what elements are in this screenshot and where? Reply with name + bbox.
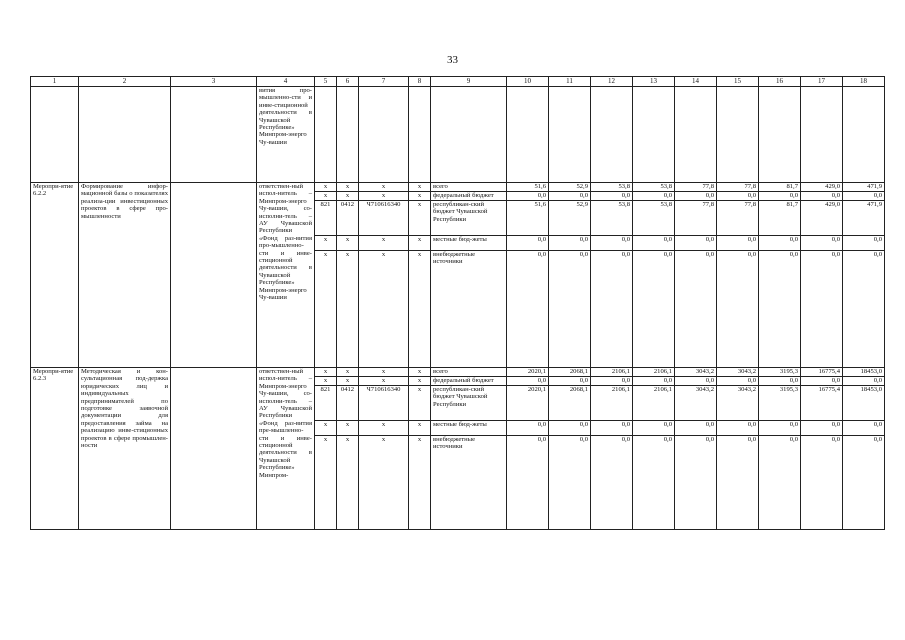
funding-source: всего: [431, 368, 507, 377]
value-cell: 0,0: [717, 251, 759, 368]
value-cell: 53,8: [591, 201, 633, 236]
gov-code-cell: х: [315, 368, 337, 377]
value-cell: 0,0: [591, 236, 633, 251]
value-cell: 0,0: [675, 236, 717, 251]
value-cell: 0,0: [717, 436, 759, 530]
value-cell: 0,0: [843, 377, 885, 386]
value-cell: 0,0: [843, 192, 885, 201]
value-cell: 0,0: [507, 236, 549, 251]
value-cell: 0,0: [717, 236, 759, 251]
measure-code: Меропри-ятие 6.2.3: [31, 368, 79, 530]
gov-code-cell: х: [315, 421, 337, 436]
expense-type-cell: х: [409, 386, 431, 421]
value-cell: 429,0: [801, 201, 843, 236]
executor-continuation: вития про-мышленно-сти и инве-стиционной деятельности в Чувашской Республике» Минпром-энерго Чу-вашии: [257, 87, 315, 183]
column-number-row: [31, 77, 885, 87]
funding-source: внебюджетные источники: [431, 436, 507, 530]
value-cell: 81,7: [759, 201, 801, 236]
value-cell: 0,0: [507, 421, 549, 436]
value-cell: 51,6: [507, 201, 549, 236]
column-number: 11: [549, 77, 591, 87]
gov-code-cell: 821: [315, 386, 337, 421]
funding-source: местные бюд-жеты: [431, 236, 507, 251]
value-cell: 3043,2: [675, 386, 717, 421]
value-cell: 0,0: [549, 421, 591, 436]
column-number: 2: [79, 77, 171, 87]
value-cell: 2106,1: [633, 386, 675, 421]
column-number: 18: [843, 77, 885, 87]
column-number: 13: [633, 77, 675, 87]
section-code-cell: х: [337, 236, 359, 251]
value-cell: 2106,1: [591, 386, 633, 421]
value-cell: 0,0: [633, 436, 675, 530]
expense-type-cell: х: [409, 421, 431, 436]
value-cell: 2020,1: [507, 368, 549, 377]
value-cell: 77,8: [717, 183, 759, 192]
column-number: 6: [337, 77, 359, 87]
value-cell: 18453,0: [843, 368, 885, 377]
value-cell: 0,0: [507, 436, 549, 530]
value-cell: 2068,1: [549, 368, 591, 377]
value-cell: 0,0: [675, 192, 717, 201]
value-cell: 0,0: [843, 436, 885, 530]
column-number: 7: [359, 77, 409, 87]
section-code-cell: х: [337, 368, 359, 377]
funding-source: федеральный бюджет: [431, 192, 507, 201]
target-article-cell: х: [359, 183, 409, 192]
column-number: 4: [257, 77, 315, 87]
value-cell: 0,0: [801, 421, 843, 436]
funding-source: федеральный бюджет: [431, 377, 507, 386]
expense-type-cell: х: [409, 368, 431, 377]
gov-code-cell: х: [315, 436, 337, 530]
value-cell: 3043,2: [675, 368, 717, 377]
funding-source: республикан-ский бюджет Чувашской Республики: [431, 386, 507, 421]
continuation-row: [31, 87, 885, 183]
expense-type-cell: х: [409, 183, 431, 192]
value-cell: 0,0: [549, 377, 591, 386]
measure-name: Методическая и кон-сультационная под-держка юридических лиц и индивидуальных предпринимателей по подготовке заявочной документации для предоставления займа на реализацию инве-стиционных проектов в сфере промышлен-ности: [79, 368, 171, 530]
expense-type-cell: х: [409, 377, 431, 386]
value-cell: 16775,4: [801, 368, 843, 377]
value-cell: 0,0: [675, 251, 717, 368]
value-cell: 0,0: [591, 377, 633, 386]
column-number: 15: [717, 77, 759, 87]
value-cell: 0,0: [717, 421, 759, 436]
column-number: 3: [171, 77, 257, 87]
gov-code-cell: х: [315, 183, 337, 192]
value-cell: 16775,4: [801, 386, 843, 421]
value-cell: 471,9: [843, 183, 885, 192]
value-cell: 0,0: [675, 377, 717, 386]
value-cell: 0,0: [843, 236, 885, 251]
value-cell: 0,0: [801, 377, 843, 386]
value-cell: 53,8: [633, 201, 675, 236]
value-cell: 81,7: [759, 183, 801, 192]
target-article-cell: Ч710616340: [359, 386, 409, 421]
value-cell: 0,0: [759, 251, 801, 368]
section-code-cell: х: [337, 421, 359, 436]
gov-code-cell: х: [315, 251, 337, 368]
value-cell: 0,0: [549, 436, 591, 530]
value-cell: 0,0: [675, 436, 717, 530]
target-article-cell: х: [359, 368, 409, 377]
value-cell: 18453,0: [843, 386, 885, 421]
value-cell: 0,0: [507, 192, 549, 201]
measure-code: Меропри-ятие 6.2.2: [31, 183, 79, 368]
value-cell: 0,0: [507, 377, 549, 386]
value-cell: 429,0: [801, 183, 843, 192]
gov-code-cell: х: [315, 377, 337, 386]
value-cell: 51,6: [507, 183, 549, 192]
value-cell: 0,0: [633, 377, 675, 386]
value-cell: 0,0: [759, 377, 801, 386]
value-cell: 77,8: [717, 201, 759, 236]
value-cell: 0,0: [759, 236, 801, 251]
value-cell: 3043,2: [717, 368, 759, 377]
expense-type-cell: х: [409, 251, 431, 368]
value-cell: 3195,3: [759, 368, 801, 377]
value-cell: 0,0: [549, 251, 591, 368]
value-cell: 0,0: [717, 192, 759, 201]
value-cell: 0,0: [591, 192, 633, 201]
target-article-cell: Ч710616340: [359, 201, 409, 236]
column-number: 1: [31, 77, 79, 87]
value-cell: 0,0: [843, 421, 885, 436]
target-article-cell: х: [359, 236, 409, 251]
column-number: 14: [675, 77, 717, 87]
target-article-cell: х: [359, 421, 409, 436]
table-row: [31, 183, 885, 192]
column-number: 17: [801, 77, 843, 87]
measure-executor: ответствен-ный испол-нитель – Минпром-энерго Чу-вашии, со-исполни-тель – АУ Чувашской Республики «Фонд раз-вития про-мышленно-сти и инве-стиционной деятельности в Чувашской Республике» Минпром-энерго Чу-вашии: [257, 183, 315, 368]
value-cell: 52,9: [549, 183, 591, 192]
value-cell: 3043,2: [717, 386, 759, 421]
expense-type-cell: х: [409, 192, 431, 201]
measure-executor: ответствен-ный испол-нитель – Минпром-энерго Чу-вашии, со-исполни-тель – АУ Чувашской Республики «Фонд раз-вития пре-мышленно-сти и инве-стиционной деятельности в Чувашской Республике» Минпром-: [257, 368, 315, 530]
section-code-cell: х: [337, 192, 359, 201]
value-cell: 52,9: [549, 201, 591, 236]
value-cell: 0,0: [801, 236, 843, 251]
funding-source: республикан-ский бюджет Чувашской Республики: [431, 201, 507, 236]
value-cell: 0,0: [759, 436, 801, 530]
value-cell: 53,8: [633, 183, 675, 192]
column-number: 16: [759, 77, 801, 87]
column-number: 8: [409, 77, 431, 87]
column-number: 10: [507, 77, 549, 87]
value-cell: 77,8: [675, 183, 717, 192]
value-cell: 471,9: [843, 201, 885, 236]
value-cell: 0,0: [549, 192, 591, 201]
budget-table: [30, 76, 885, 530]
section-code-cell: х: [337, 251, 359, 368]
value-cell: 2106,1: [633, 368, 675, 377]
value-cell: 0,0: [801, 436, 843, 530]
target-article-cell: х: [359, 192, 409, 201]
section-code-cell: х: [337, 377, 359, 386]
value-cell: 0,0: [675, 421, 717, 436]
funding-source: всего: [431, 183, 507, 192]
column-number: 9: [431, 77, 507, 87]
value-cell: 0,0: [591, 436, 633, 530]
target-article-cell: х: [359, 436, 409, 530]
expense-type-cell: х: [409, 236, 431, 251]
column-number: 12: [591, 77, 633, 87]
value-cell: 0,0: [633, 251, 675, 368]
table-row: [31, 368, 885, 377]
value-cell: 3195,3: [759, 386, 801, 421]
section-code-cell: 0412: [337, 201, 359, 236]
value-cell: 2020,1: [507, 386, 549, 421]
value-cell: 0,0: [801, 192, 843, 201]
section-code-cell: х: [337, 183, 359, 192]
value-cell: 2068,1: [549, 386, 591, 421]
value-cell: 0,0: [843, 251, 885, 368]
funding-source: внебюджетные источники: [431, 251, 507, 368]
value-cell: 0,0: [759, 192, 801, 201]
target-article-cell: х: [359, 251, 409, 368]
value-cell: 0,0: [591, 421, 633, 436]
section-code-cell: 0412: [337, 386, 359, 421]
gov-code-cell: х: [315, 236, 337, 251]
page-number: 33: [447, 54, 458, 66]
value-cell: 0,0: [633, 421, 675, 436]
value-cell: 0,0: [549, 236, 591, 251]
expense-type-cell: х: [409, 436, 431, 530]
section-code-cell: х: [337, 436, 359, 530]
gov-code-cell: х: [315, 192, 337, 201]
value-cell: 2106,1: [591, 368, 633, 377]
value-cell: 0,0: [801, 251, 843, 368]
gov-code-cell: 821: [315, 201, 337, 236]
value-cell: 53,8: [591, 183, 633, 192]
value-cell: 77,8: [675, 201, 717, 236]
value-cell: 0,0: [633, 236, 675, 251]
expense-type-cell: х: [409, 201, 431, 236]
value-cell: 0,0: [591, 251, 633, 368]
funding-source: местные бюд-жеты: [431, 421, 507, 436]
value-cell: 0,0: [507, 251, 549, 368]
value-cell: 0,0: [759, 421, 801, 436]
value-cell: 0,0: [633, 192, 675, 201]
value-cell: 0,0: [717, 377, 759, 386]
column-number: 5: [315, 77, 337, 87]
measure-name: Формирование инфор-мационной базы о показателях реализа-ции инвестиционных проектов в сфере про-мышленности: [79, 183, 171, 368]
target-article-cell: х: [359, 377, 409, 386]
